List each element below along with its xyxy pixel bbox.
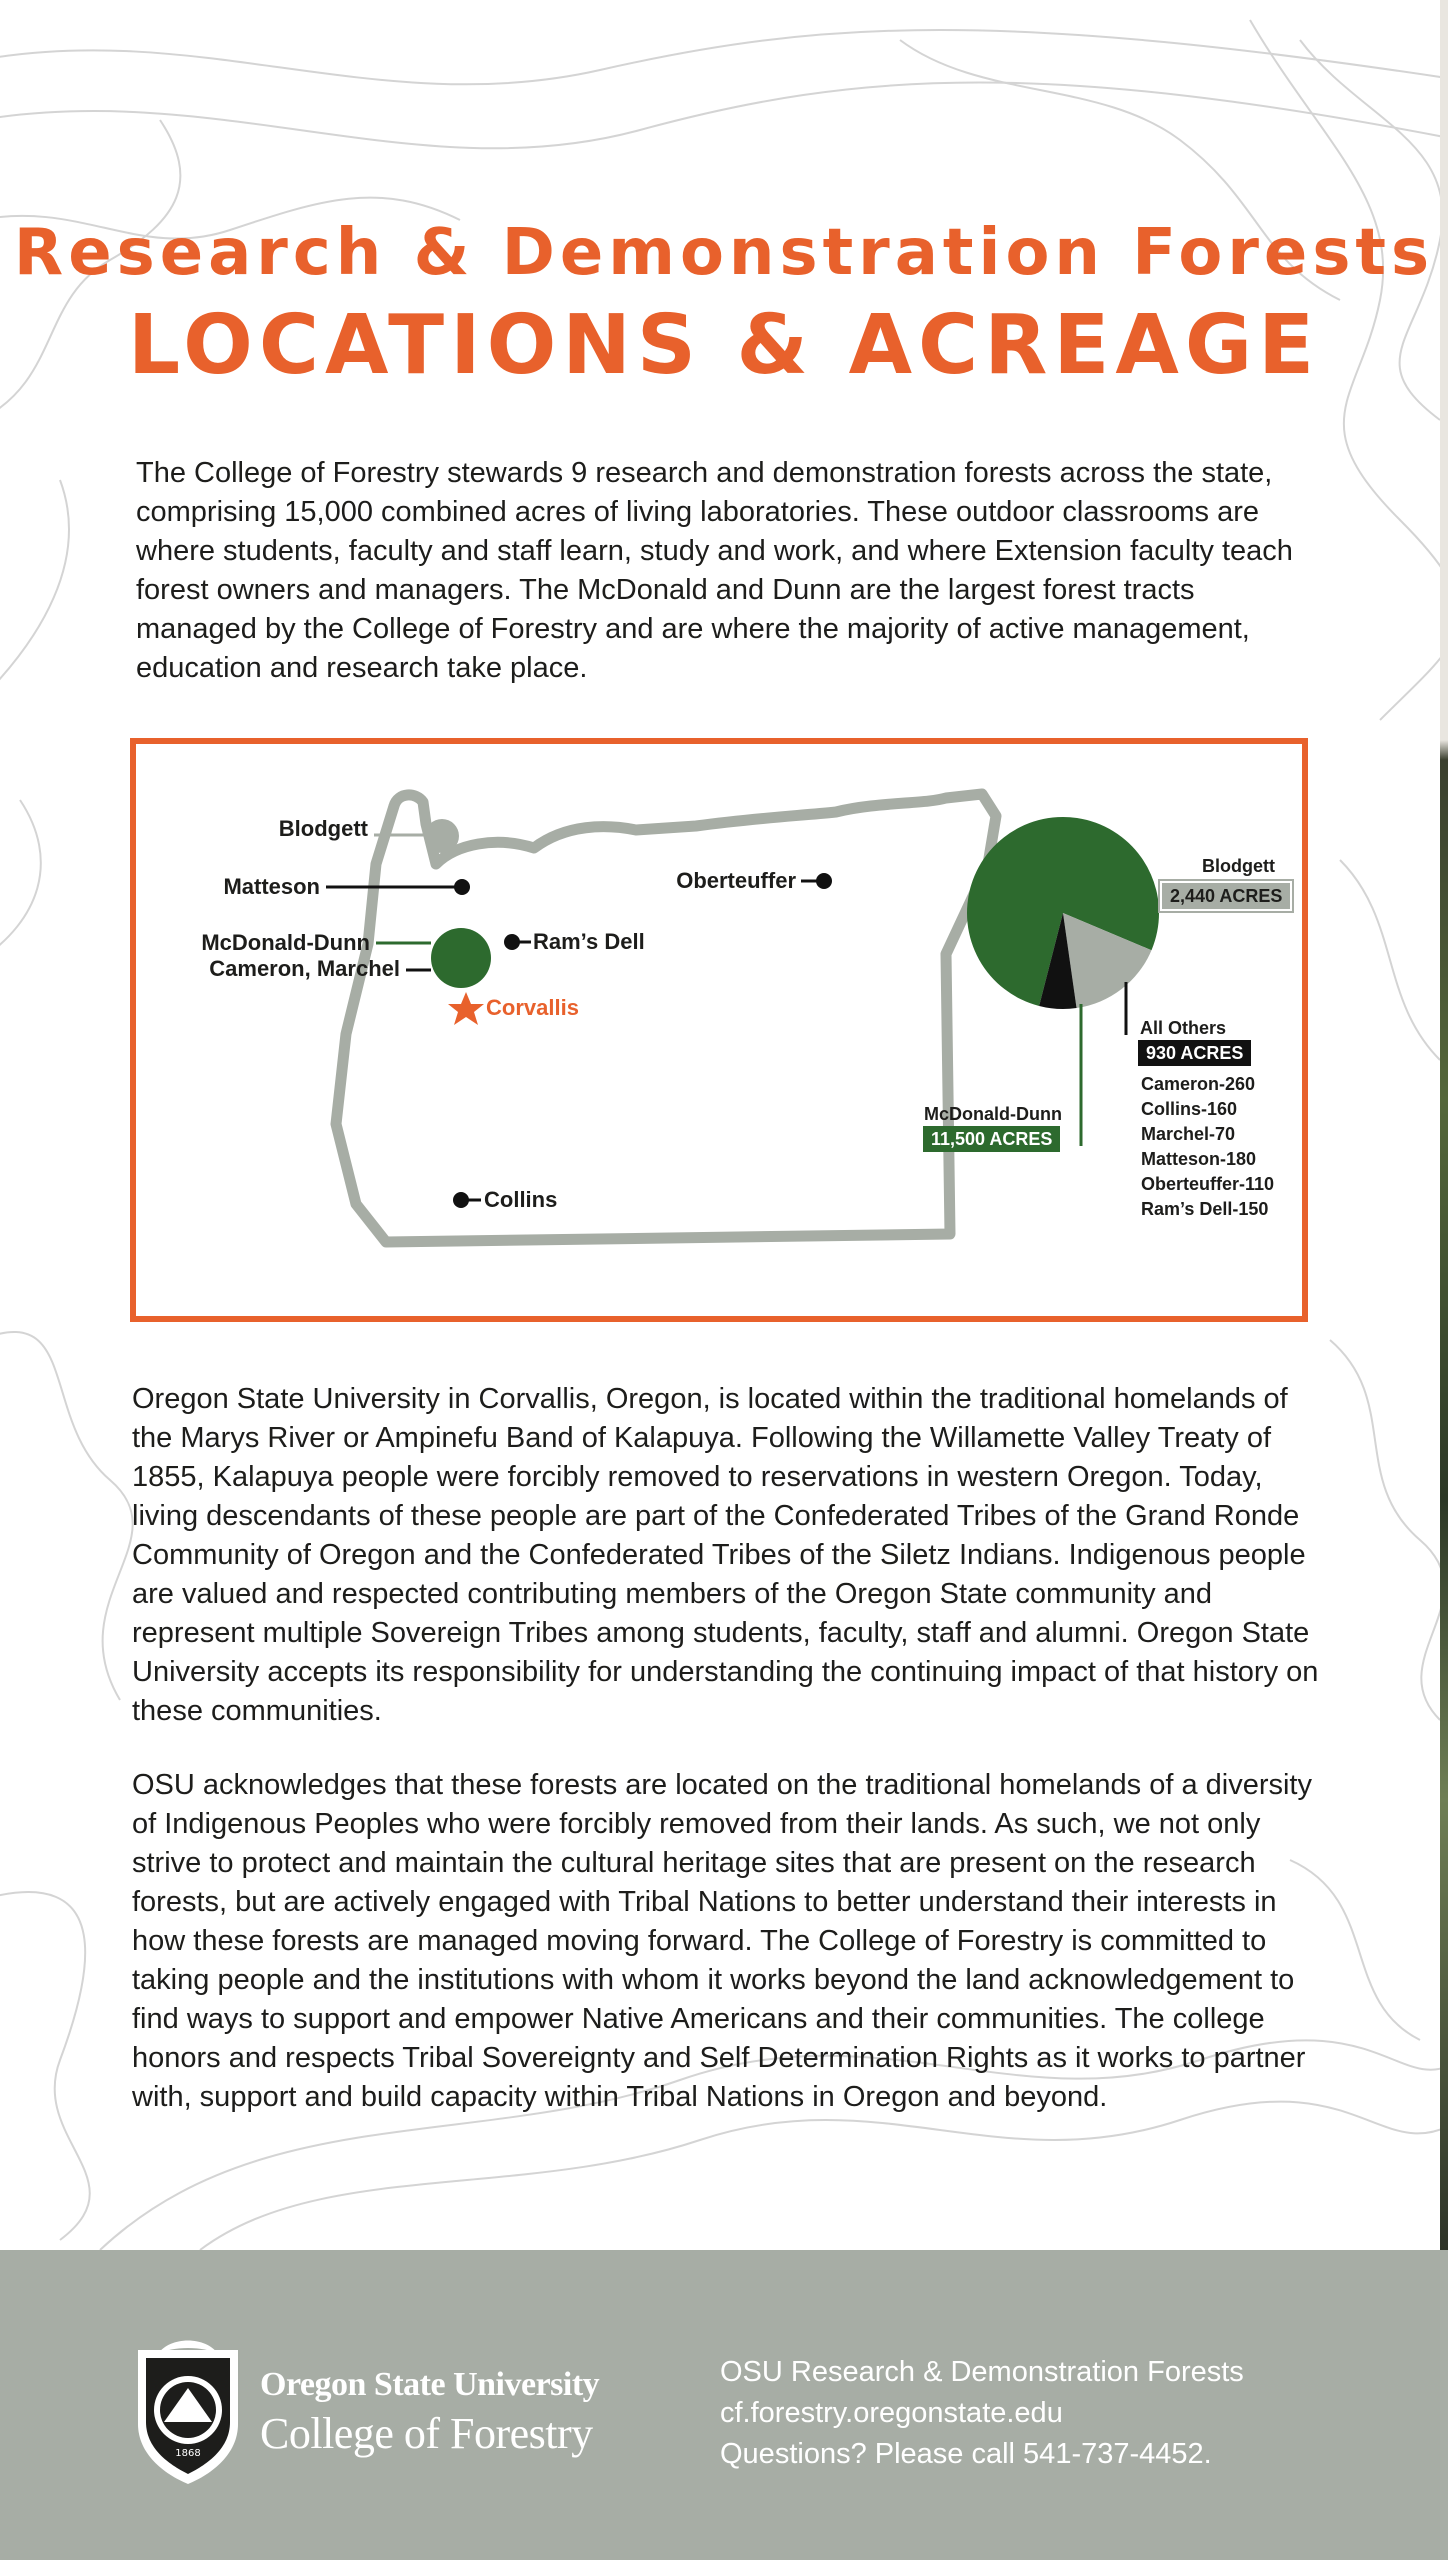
matteson-marker (454, 879, 470, 895)
others-item: Collins-160 (1141, 1099, 1238, 1119)
others-item: Marchel-70 (1141, 1124, 1236, 1144)
others-breakdown-list (1141, 1072, 1274, 1222)
pie-tag-mcdonald-acres: 11,500 ACRES (923, 1126, 1060, 1152)
page-subtitle: LOCATIONS & ACREAGE (127, 298, 1321, 393)
label-collins: Collins (484, 1187, 558, 1212)
others-item: Oberteuffer-110 (1141, 1174, 1275, 1194)
corvallis-star (448, 992, 484, 1025)
map-panel (130, 738, 1308, 1322)
intro-paragraph: The College of Forestry stewards 9 research and demonstration forests across the state, comprising 15,000 combined acres of living laboratories. These outdoor classrooms are where students, faculty and staff learn, study and work, and where Extension faculty teach forest owners and managers. The McDonald and Dunn are the largest forest tracts managed by the College of Forestry and are where the majority of active management, education and research take place. (136, 457, 1293, 684)
pie-label-mcdonald-dunn: McDonald-Dunn (924, 1104, 1062, 1124)
label-cameron-marchel: Cameron, Marchel (209, 956, 400, 981)
label-rams-dell: Ram’s Dell (533, 929, 645, 954)
contact-website[interactable]: cf.forestry.oregonstate.edu (720, 2397, 1063, 2429)
label-corvallis: Corvallis (486, 995, 579, 1020)
page-title: Research & Demonstration Forests (13, 216, 1435, 290)
pie-label-blodgett: Blodgett (1202, 856, 1275, 876)
others-item: Cameron-260 (1141, 1074, 1256, 1094)
contact-phone: Questions? Please call 541-737-4452. (720, 2438, 1212, 2470)
contact-info (720, 2352, 1244, 2475)
others-item: Ram’s Dell-150 (1141, 1199, 1269, 1219)
label-oberteuffer: Oberteuffer (676, 868, 796, 893)
others-item: Matteson-180 (1141, 1149, 1257, 1169)
osu-seal-logo (130, 2336, 246, 2486)
label-matteson: Matteson (223, 874, 320, 899)
seal-year: 1868 (175, 2448, 201, 2459)
university-name: Oregon State University (260, 2366, 600, 2403)
land-acknowledgement-paragraph: Oregon State University in Corvallis, Oregon, is located within the traditional homelands of the Marys River or Ampinefu Band of Kalapuya. Following the Willamette Valley Treaty of 1855, Kalapuya people were forcibly removed to reservations in western Oregon. Today, living descendants of these people are part of the Confederated Tribes of the Grand Ronde Community of Oregon and the Confederated Tribes of the Siletz Indians. Indigenous people are valued and respected contributing members of the Oregon State community and represent multiple Sovereign Tribes among students, faculty, staff and alumni. Oregon State University accepts its responsibility for understanding the continuing impact of that history on these communities. (132, 1383, 1319, 1727)
pie-label-all-others: All Others (1140, 1018, 1227, 1038)
acreage-pie-chart (967, 817, 1159, 1009)
pie-tag-others-acres: 930 ACRES (1138, 1040, 1251, 1066)
contact-forests: OSU Research & Demonstration Forests (720, 2356, 1244, 2388)
oregon-outline (336, 794, 996, 1242)
label-mcdonald-dunn: McDonald-Dunn (201, 930, 370, 955)
forests-acknowledgement-paragraph: OSU acknowledges that these forests are located on the traditional homelands of a diversity of Indigenous Peoples who were forcibly removed from their lands. As such, we not only strive to protect and maintain the cultural heritage sites that are present on the research forests, but are actively engaged with Tribal Nations to better understand their interests in how these forests are managed moving forward. The College of Forestry is committed to taking people and the institutions with whom it works beyond the land acknowledgement to find ways to support and empower Native Americans and their communities. The college honors and respects Tribal Sovereignty and Self Determination Rights as it works to partner with, support and build capacity within Tribal Nations in Oregon and beyond. (132, 1769, 1312, 2113)
blodgett-marker (425, 819, 459, 853)
pie-tag-blodgett-acres: 2,440 ACRES (1160, 881, 1292, 911)
label-blodgett: Blodgett (278, 816, 368, 841)
mcdonald-dunn-marker (431, 928, 491, 988)
college-name: College of Forestry (260, 2409, 593, 2458)
